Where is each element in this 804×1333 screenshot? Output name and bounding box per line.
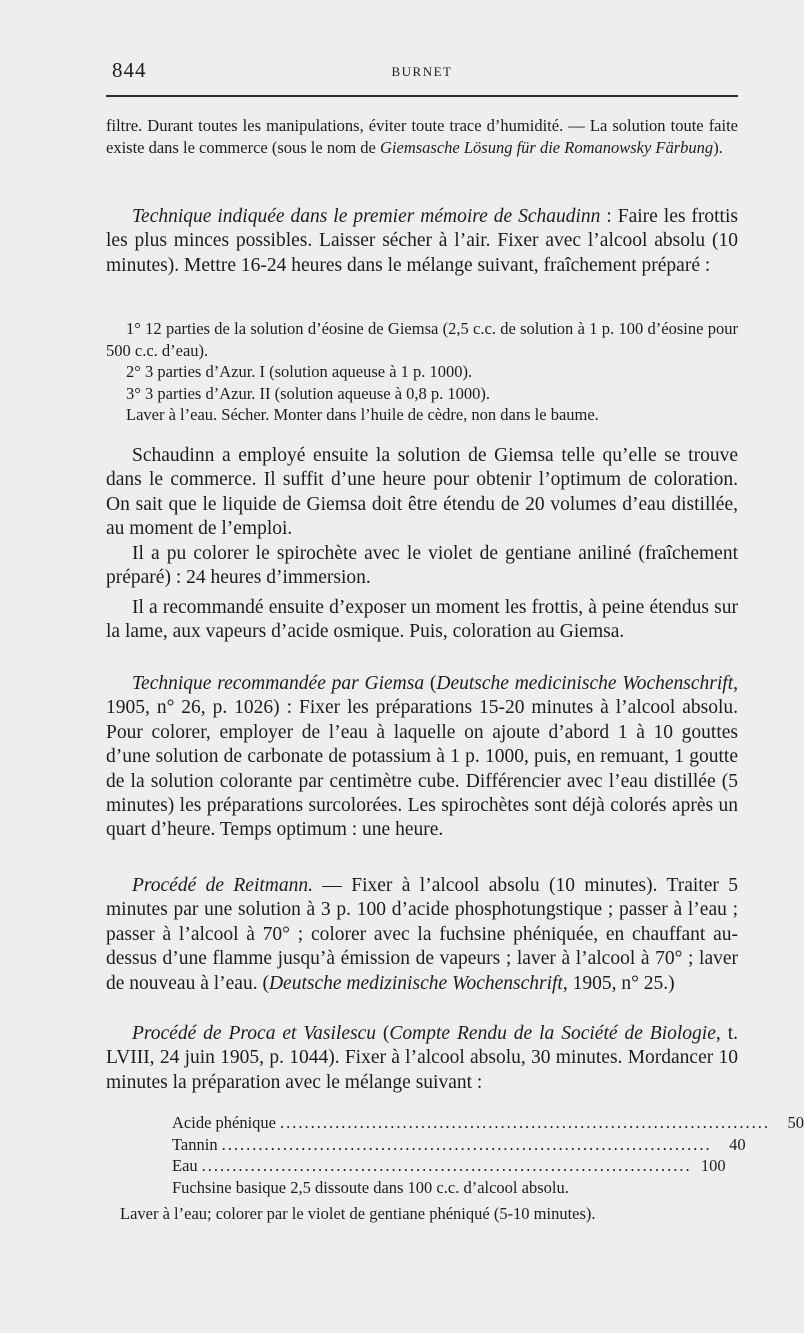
p7-text-a: — Fixer à l’alcool absolu (10 minutes). Traiter 5 minutes par une solution à 3 p. 100 d’acide phosphotungstique ; passer à l’eau ; passer à l’alcool à 70° ; colorer avec la fuchsine phéniquée, en chauffant au-dessus d’une flamme jusqu’à émission de vapeurs ; laver à l’alcool à 70° ; laver de nouveau à l’eau. ( (106, 875, 738, 994)
p6-text-b: , 1905, n° 26, p. 1026) : Fixer les préparations 15-20 minutes à l’alcool absolu. Pour colorer, employer de l’eau à laquelle on ajoute d’abord 1 à 10 gouttes d’une solution de carbonate de potassium à 1 p. 1000, puis, en remuant, 1 goutte de la solution colorante par centimètre cube. Différencier avec l’eau distillée (5 minutes) les préparations surcolorées. Les spirochètes sont déjà colorés après un quart d’heure. Temps optimum : une heure. (106, 673, 738, 841)
p6-text-a: ( (424, 673, 437, 694)
p1-italic: Giemsasche Lösung für die Romanowsky Färbung (380, 137, 714, 157)
paragraph-schaudinn-technique (106, 205, 738, 278)
paragraph-acide-osmique: Il a recommandé ensuite d’exposer un moment les frottis, à peine étendus sur la lame, aux vapeurs d’acide osmique. Puis, coloration au Giemsa. (106, 597, 738, 643)
p6-italic-b: Deutsche medicinische Wochenschrift (436, 673, 734, 694)
p2-italic: Technique indiquée dans le premier mémoire de Schaudinn (132, 206, 601, 227)
leader-dots: ................................................................................ (280, 1113, 771, 1132)
paragraph-proca-vasilescu (106, 1022, 738, 1095)
p8-text-a: ( (375, 1023, 390, 1044)
p8-italic-a: Procédé de Proca et Vasilescu (132, 1023, 376, 1044)
recipe-row (172, 1134, 746, 1156)
running-header (104, 58, 740, 84)
paragraph-violet-gentiane: Il a pu colorer le spirochète avec le violet de gentiane aniliné (fraîchement préparé) : 24 heures d’immersion. (106, 543, 738, 589)
list-item: 1° 12 parties de la solution d’éosine de Giemsa (2,5 c.c. de solution à 1 p. 100 d’éosine pour 500 c.c. d’eau). (106, 319, 738, 360)
leader-dots: ................................................................................ (201, 1156, 692, 1175)
p2-text: : Faire les frottis les plus minces possibles. Laisser sécher à l’air. Fixer avec l’alcool absolu (10 minutes). Mettre 16-24 heures dans le mélange suivant, fraîchement préparé : (106, 206, 738, 276)
p8-italic-b: Compte Rendu de la Société de Biologie (389, 1023, 716, 1044)
page-number: 844 (112, 58, 147, 82)
p6-italic-a: Technique recommandée par Giemsa (132, 673, 425, 694)
list-item: Laver à l’eau. Sécher. Monter dans l’huile de cèdre, non dans le baume. (126, 405, 599, 424)
leader-dots: ................................................................................ (221, 1134, 712, 1154)
p8-text-b: , t. LVIII, 24 juin 1905, p. 1044). Fixer à l’alcool absolu, 30 minutes. Mordancer 10 minutes la préparation avec le mélange suivant : (106, 1023, 738, 1093)
paragraph-reitmann (106, 874, 738, 996)
p7-italic-b: Deutsche medizinische Wochenschrift (268, 972, 563, 994)
paragraph-filtre (106, 115, 738, 158)
list-item: 3° 3 parties d’Azur. II (solution aqueuse à 0,8 p. 1000). (126, 383, 491, 403)
recipe-name: Eau (172, 1156, 198, 1175)
final-instruction: Laver à l’eau; colorer par le violet de gentiane phéniqué (5-10 minutes). (120, 1204, 596, 1223)
paragraph-giemsa-technique (106, 672, 738, 843)
paragraph-schaudinn-giemsa: Schaudinn a employé ensuite la solution de Giemsa telle qu’elle se trouve dans le commerce. Il suffit d’une heure pour obtenir l’optimum de coloration. On sait que le liquide de Giemsa doit être étendu de 20 volumes d’eau distillée, au moment de l’emploi. (106, 445, 738, 540)
mixture-list (106, 318, 738, 426)
running-title: BURNET (391, 64, 453, 79)
p1-text-b: ). (713, 137, 723, 157)
p7-text-b: , 1905, n° 25.) (562, 972, 675, 994)
recipe-qty: 100 (700, 1156, 726, 1175)
recipe-note: Fuchsine basique 2,5 dissoute dans 100 c.c. d’alcool absolu. (172, 1177, 569, 1197)
p7-italic-a: Procédé de Reitmann. (132, 875, 313, 896)
recipe-name: Acide phénique (172, 1113, 277, 1132)
recipe-qty: 40 (729, 1134, 746, 1154)
p1-text-a: filtre. Durant toutes les manipulations, éviter toute trace d’humidité. — La solution toute faite existe dans le commerce (sous le nom de (106, 116, 738, 157)
list-item: 2° 3 parties d’Azur. I (solution aqueuse à 1 p. 1000). (126, 362, 473, 381)
recipe-row (172, 1112, 804, 1134)
recipe-qty: 50 (787, 1113, 804, 1132)
recipe-row (172, 1155, 726, 1177)
header-rule (106, 95, 738, 97)
recipe-table (172, 1112, 804, 1198)
recipe-name: Tannin (172, 1134, 218, 1154)
